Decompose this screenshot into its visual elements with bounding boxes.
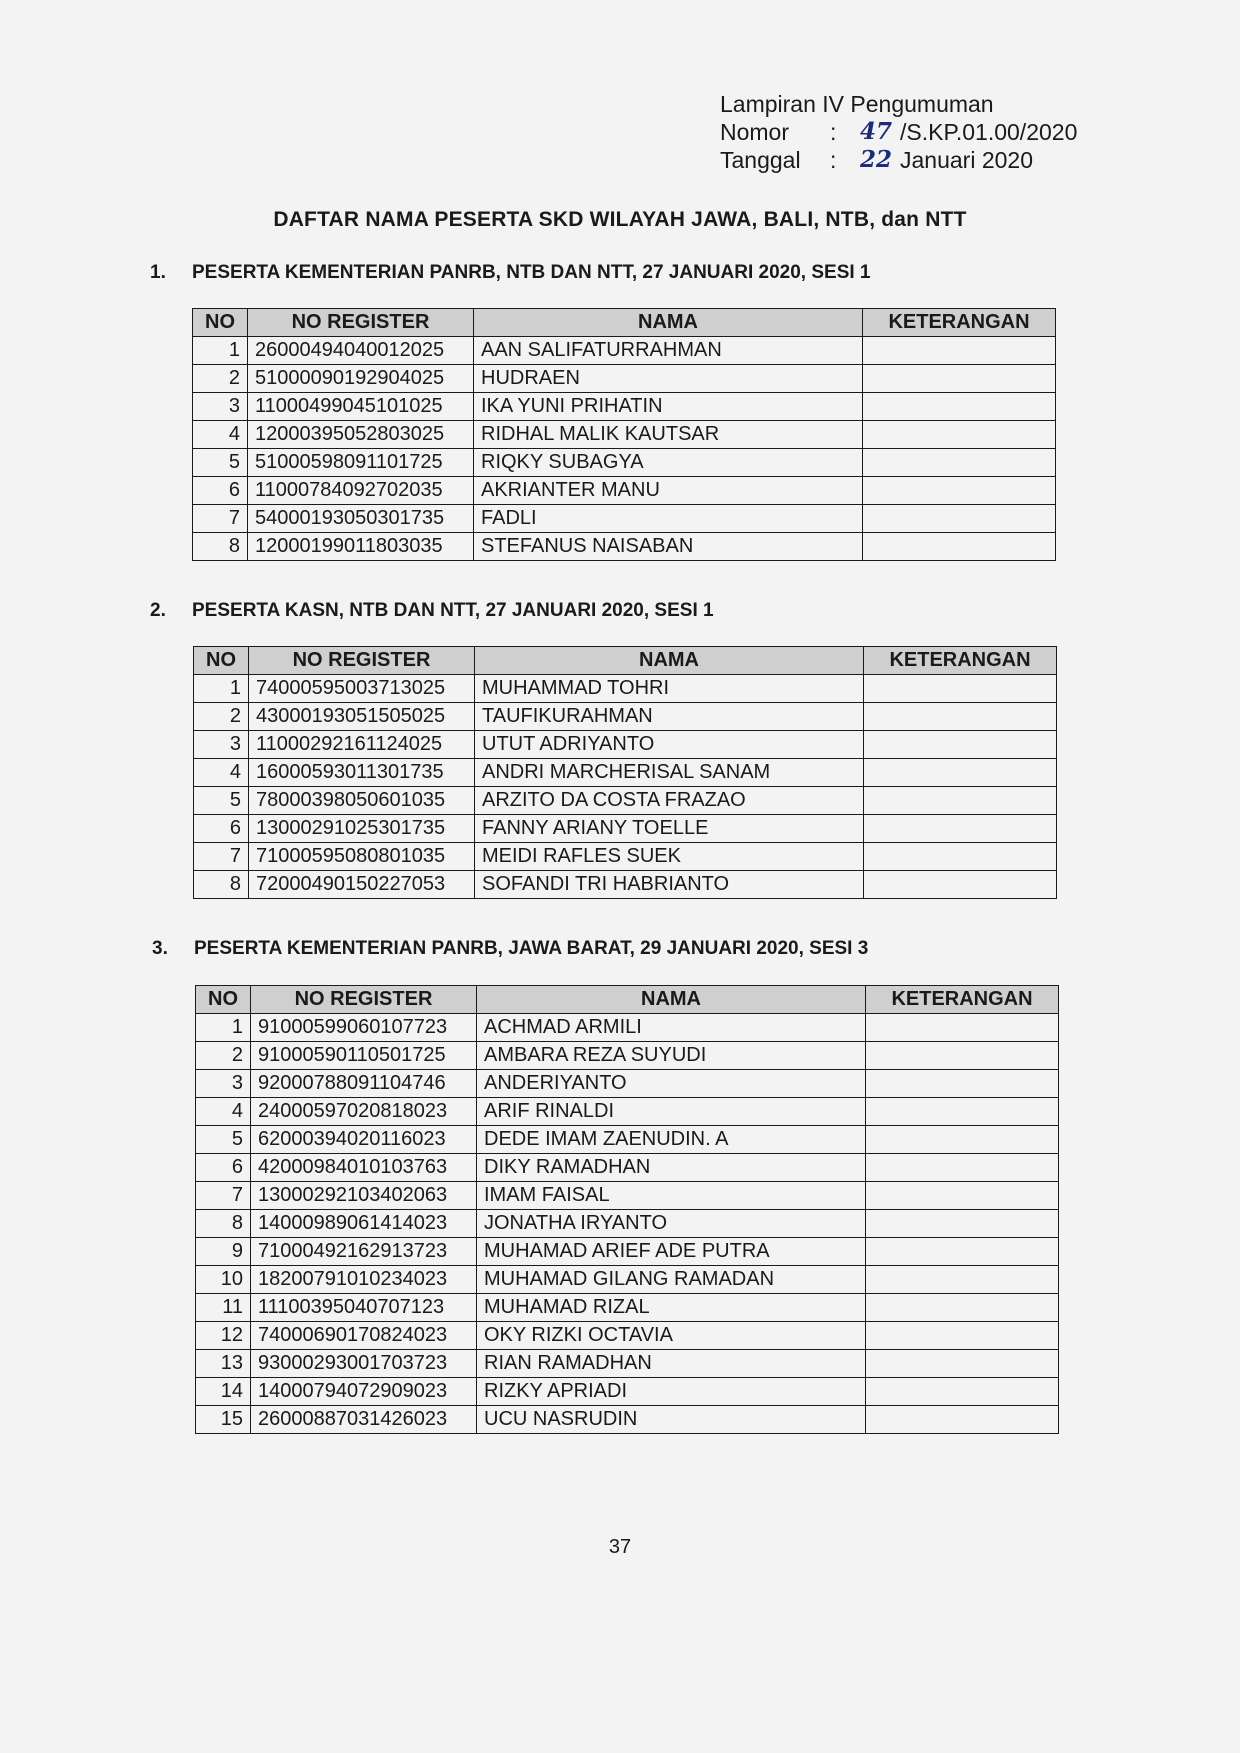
remarks-cell bbox=[864, 787, 1057, 815]
participant-name: TAUFIKURAHMAN bbox=[475, 703, 864, 731]
remarks-cell bbox=[866, 1154, 1059, 1182]
table-row bbox=[196, 1350, 1059, 1378]
table-row bbox=[196, 1126, 1059, 1154]
participant-name: MEIDI RAFLES SUEK bbox=[475, 843, 864, 871]
nomor-line bbox=[720, 118, 1077, 146]
col-no-header: NO bbox=[193, 309, 248, 337]
register-number: 14000989061414023 bbox=[251, 1210, 477, 1238]
row-number: 3 bbox=[193, 393, 248, 421]
remarks-cell bbox=[863, 449, 1056, 477]
table-row bbox=[193, 477, 1056, 505]
remarks-cell bbox=[866, 1182, 1059, 1210]
register-number: 13000292103402063 bbox=[251, 1182, 477, 1210]
register-number: 14000794072909023 bbox=[251, 1378, 477, 1406]
section-heading bbox=[150, 262, 871, 284]
participant-name: AKRIANTER MANU bbox=[474, 477, 863, 505]
table-header-row bbox=[194, 647, 1057, 675]
participant-name: DIKY RAMADHAN bbox=[477, 1154, 866, 1182]
table-row bbox=[194, 815, 1057, 843]
remarks-cell bbox=[863, 365, 1056, 393]
participant-name: ARZITO DA COSTA FRAZAO bbox=[475, 787, 864, 815]
register-number: 51000598091101725 bbox=[248, 449, 474, 477]
participant-table bbox=[192, 308, 1056, 561]
register-number: 71000492162913723 bbox=[251, 1238, 477, 1266]
register-number: 11100395040707123 bbox=[251, 1294, 477, 1322]
section-heading bbox=[150, 600, 714, 622]
register-number: 26000494040012025 bbox=[248, 337, 474, 365]
register-number: 12000395052803025 bbox=[248, 421, 474, 449]
nomor-colon: : bbox=[830, 119, 837, 145]
table-row bbox=[194, 843, 1057, 871]
remarks-cell bbox=[866, 1014, 1059, 1042]
remarks-cell bbox=[863, 393, 1056, 421]
participant-name: FADLI bbox=[474, 505, 863, 533]
table-row bbox=[196, 1294, 1059, 1322]
register-number: 16000593011301735 bbox=[249, 759, 475, 787]
participant-name: HUDRAEN bbox=[474, 365, 863, 393]
participant-name: AMBARA REZA SUYUDI bbox=[477, 1042, 866, 1070]
remarks-cell bbox=[866, 1406, 1059, 1434]
row-number: 8 bbox=[194, 871, 249, 899]
participant-name: RIQKY SUBAGYA bbox=[474, 449, 863, 477]
row-number: 2 bbox=[196, 1042, 251, 1070]
register-number: 72000490150227053 bbox=[249, 871, 475, 899]
table-row bbox=[196, 1210, 1059, 1238]
table-row bbox=[196, 1266, 1059, 1294]
nomor-value: /S.KP.01.00/2020 bbox=[900, 119, 1078, 145]
tanggal-line bbox=[720, 146, 1077, 174]
row-number: 12 bbox=[196, 1322, 251, 1350]
remarks-cell bbox=[866, 1042, 1059, 1070]
register-number: 43000193051505025 bbox=[249, 703, 475, 731]
row-number: 2 bbox=[194, 703, 249, 731]
register-number: 78000398050601035 bbox=[249, 787, 475, 815]
page-number: 37 bbox=[608, 1536, 632, 1558]
participant-name: STEFANUS NAISABAN bbox=[474, 533, 863, 561]
row-number: 5 bbox=[193, 449, 248, 477]
remarks-cell bbox=[864, 703, 1057, 731]
register-number: 93000293001703723 bbox=[251, 1350, 477, 1378]
participant-table bbox=[193, 646, 1057, 899]
row-number: 5 bbox=[194, 787, 249, 815]
participant-name: JONATHA IRYANTO bbox=[477, 1210, 866, 1238]
row-number: 15 bbox=[196, 1406, 251, 1434]
row-number: 7 bbox=[194, 843, 249, 871]
tanggal-handwritten: 22 bbox=[860, 146, 893, 173]
participant-name: AAN SALIFATURRAHMAN bbox=[474, 337, 863, 365]
row-number: 8 bbox=[193, 533, 248, 561]
register-number: 13000291025301735 bbox=[249, 815, 475, 843]
participant-name: MUHAMMAD TOHRI bbox=[475, 675, 864, 703]
row-number: 10 bbox=[196, 1266, 251, 1294]
register-number: 42000984010103763 bbox=[251, 1154, 477, 1182]
row-number: 1 bbox=[193, 337, 248, 365]
col-register-header: NO REGISTER bbox=[251, 986, 477, 1014]
register-number: 74000595003713025 bbox=[249, 675, 475, 703]
remarks-cell bbox=[866, 1294, 1059, 1322]
participant-name: SOFANDI TRI HABRIANTO bbox=[475, 871, 864, 899]
col-register-header: NO REGISTER bbox=[248, 309, 474, 337]
row-number: 1 bbox=[196, 1014, 251, 1042]
remarks-cell bbox=[866, 1070, 1059, 1098]
lampiran-line bbox=[720, 90, 1077, 118]
table-row bbox=[193, 449, 1056, 477]
remarks-cell bbox=[866, 1350, 1059, 1378]
remarks-cell bbox=[866, 1322, 1059, 1350]
table-row bbox=[193, 365, 1056, 393]
row-number: 3 bbox=[196, 1070, 251, 1098]
row-number: 7 bbox=[193, 505, 248, 533]
participant-name: ANDERIYANTO bbox=[477, 1070, 866, 1098]
section-number: 2. bbox=[150, 600, 166, 621]
table-row bbox=[196, 1098, 1059, 1126]
col-keterangan-header: KETERANGAN bbox=[864, 647, 1057, 675]
participant-name: RIAN RAMADHAN bbox=[477, 1350, 866, 1378]
participant-name: UCU NASRUDIN bbox=[477, 1406, 866, 1434]
remarks-cell bbox=[863, 477, 1056, 505]
register-number: 51000090192904025 bbox=[248, 365, 474, 393]
remarks-cell bbox=[864, 759, 1057, 787]
participant-name: IKA YUNI PRIHATIN bbox=[474, 393, 863, 421]
row-number: 1 bbox=[194, 675, 249, 703]
col-no-header: NO bbox=[194, 647, 249, 675]
section-number: 1. bbox=[150, 262, 166, 283]
row-number: 3 bbox=[194, 731, 249, 759]
col-register-header: NO REGISTER bbox=[249, 647, 475, 675]
participant-name: ANDRI MARCHERISAL SANAM bbox=[475, 759, 864, 787]
nomor-label: Nomor bbox=[720, 119, 790, 145]
row-number: 2 bbox=[193, 365, 248, 393]
row-number: 11 bbox=[196, 1294, 251, 1322]
tanggal-colon: : bbox=[830, 147, 837, 173]
table-row bbox=[194, 871, 1057, 899]
register-number: 18200791010234023 bbox=[251, 1266, 477, 1294]
row-number: 6 bbox=[193, 477, 248, 505]
attachment-header bbox=[720, 90, 1077, 174]
row-number: 4 bbox=[196, 1098, 251, 1126]
col-nama-header: NAMA bbox=[474, 309, 863, 337]
lampiran-text: Lampiran IV Pengumuman bbox=[720, 91, 994, 117]
section-title: PESERTA KEMENTERIAN PANRB, NTB DAN NTT, 27 JANUARI 2020, SESI 1 bbox=[192, 262, 871, 283]
col-keterangan-header: KETERANGAN bbox=[863, 309, 1056, 337]
participant-name: ACHMAD ARMILI bbox=[477, 1014, 866, 1042]
table-row bbox=[194, 675, 1057, 703]
remarks-cell bbox=[866, 1210, 1059, 1238]
participant-name: OKY RIZKI OCTAVIA bbox=[477, 1322, 866, 1350]
table-row bbox=[196, 1070, 1059, 1098]
row-number: 4 bbox=[193, 421, 248, 449]
table-row bbox=[196, 1014, 1059, 1042]
col-no-header: NO bbox=[196, 986, 251, 1014]
participant-name: MUHAMAD RIZAL bbox=[477, 1294, 866, 1322]
table-row bbox=[196, 1154, 1059, 1182]
table-row bbox=[196, 1378, 1059, 1406]
participant-name: UTUT ADRIYANTO bbox=[475, 731, 864, 759]
table-row bbox=[193, 421, 1056, 449]
register-number: 54000193050301735 bbox=[248, 505, 474, 533]
table-row bbox=[196, 1042, 1059, 1070]
remarks-cell bbox=[866, 1378, 1059, 1406]
register-number: 71000595080801035 bbox=[249, 843, 475, 871]
table-header-row bbox=[193, 309, 1056, 337]
row-number: 6 bbox=[196, 1154, 251, 1182]
participant-name: ARIF RINALDI bbox=[477, 1098, 866, 1126]
row-number: 4 bbox=[194, 759, 249, 787]
participant-name: MUHAMAD ARIEF ADE PUTRA bbox=[477, 1238, 866, 1266]
table-row bbox=[194, 759, 1057, 787]
document-title: DAFTAR NAMA PESERTA SKD WILAYAH JAWA, BALI, NTB, dan NTT bbox=[273, 208, 967, 231]
participant-name: MUHAMAD GILANG RAMADAN bbox=[477, 1266, 866, 1294]
table-row bbox=[193, 505, 1056, 533]
table-row bbox=[196, 1322, 1059, 1350]
table-row bbox=[196, 1238, 1059, 1266]
remarks-cell bbox=[863, 421, 1056, 449]
table-row bbox=[193, 533, 1056, 561]
participant-name: RIZKY APRIADI bbox=[477, 1378, 866, 1406]
row-number: 7 bbox=[196, 1182, 251, 1210]
tanggal-value: Januari 2020 bbox=[900, 147, 1034, 173]
register-number: 11000292161124025 bbox=[249, 731, 475, 759]
table-row bbox=[194, 787, 1057, 815]
remarks-cell bbox=[864, 675, 1057, 703]
remarks-cell bbox=[864, 843, 1057, 871]
participant-table bbox=[195, 985, 1059, 1434]
section-heading bbox=[152, 938, 868, 960]
row-number: 6 bbox=[194, 815, 249, 843]
register-number: 92000788091104746 bbox=[251, 1070, 477, 1098]
tanggal-label: Tanggal bbox=[720, 147, 801, 173]
register-number: 12000199011803035 bbox=[248, 533, 474, 561]
register-number: 91000599060107723 bbox=[251, 1014, 477, 1042]
remarks-cell bbox=[866, 1098, 1059, 1126]
remarks-cell bbox=[864, 815, 1057, 843]
section-title: PESERTA KASN, NTB DAN NTT, 27 JANUARI 2020, SESI 1 bbox=[192, 600, 714, 621]
row-number: 9 bbox=[196, 1238, 251, 1266]
col-keterangan-header: KETERANGAN bbox=[866, 986, 1059, 1014]
remarks-cell bbox=[866, 1126, 1059, 1154]
remarks-cell bbox=[863, 505, 1056, 533]
table-row bbox=[193, 337, 1056, 365]
remarks-cell bbox=[863, 337, 1056, 365]
register-number: 62000394020116023 bbox=[251, 1126, 477, 1154]
remarks-cell bbox=[863, 533, 1056, 561]
row-number: 5 bbox=[196, 1126, 251, 1154]
register-number: 11000499045101025 bbox=[248, 393, 474, 421]
table-row bbox=[194, 703, 1057, 731]
row-number: 14 bbox=[196, 1378, 251, 1406]
participant-name: IMAM FAISAL bbox=[477, 1182, 866, 1210]
participant-name: FANNY ARIANY TOELLE bbox=[475, 815, 864, 843]
register-number: 11000784092702035 bbox=[248, 477, 474, 505]
remarks-cell bbox=[864, 731, 1057, 759]
register-number: 24000597020818023 bbox=[251, 1098, 477, 1126]
participant-name: DEDE IMAM ZAENUDIN. A bbox=[477, 1126, 866, 1154]
remarks-cell bbox=[866, 1238, 1059, 1266]
table-header-row bbox=[196, 986, 1059, 1014]
remarks-cell bbox=[866, 1266, 1059, 1294]
register-number: 74000690170824023 bbox=[251, 1322, 477, 1350]
table-row bbox=[196, 1406, 1059, 1434]
table-row bbox=[193, 393, 1056, 421]
row-number: 13 bbox=[196, 1350, 251, 1378]
nomor-handwritten: 47 bbox=[860, 118, 893, 145]
section-number: 3. bbox=[152, 938, 168, 959]
row-number: 8 bbox=[196, 1210, 251, 1238]
register-number: 26000887031426023 bbox=[251, 1406, 477, 1434]
table-row bbox=[194, 731, 1057, 759]
register-number: 91000590110501725 bbox=[251, 1042, 477, 1070]
remarks-cell bbox=[864, 871, 1057, 899]
section-title: PESERTA KEMENTERIAN PANRB, JAWA BARAT, 29 JANUARI 2020, SESI 3 bbox=[194, 938, 869, 959]
col-nama-header: NAMA bbox=[475, 647, 864, 675]
participant-name: RIDHAL MALIK KAUTSAR bbox=[474, 421, 863, 449]
table-row bbox=[196, 1182, 1059, 1210]
col-nama-header: NAMA bbox=[477, 986, 866, 1014]
